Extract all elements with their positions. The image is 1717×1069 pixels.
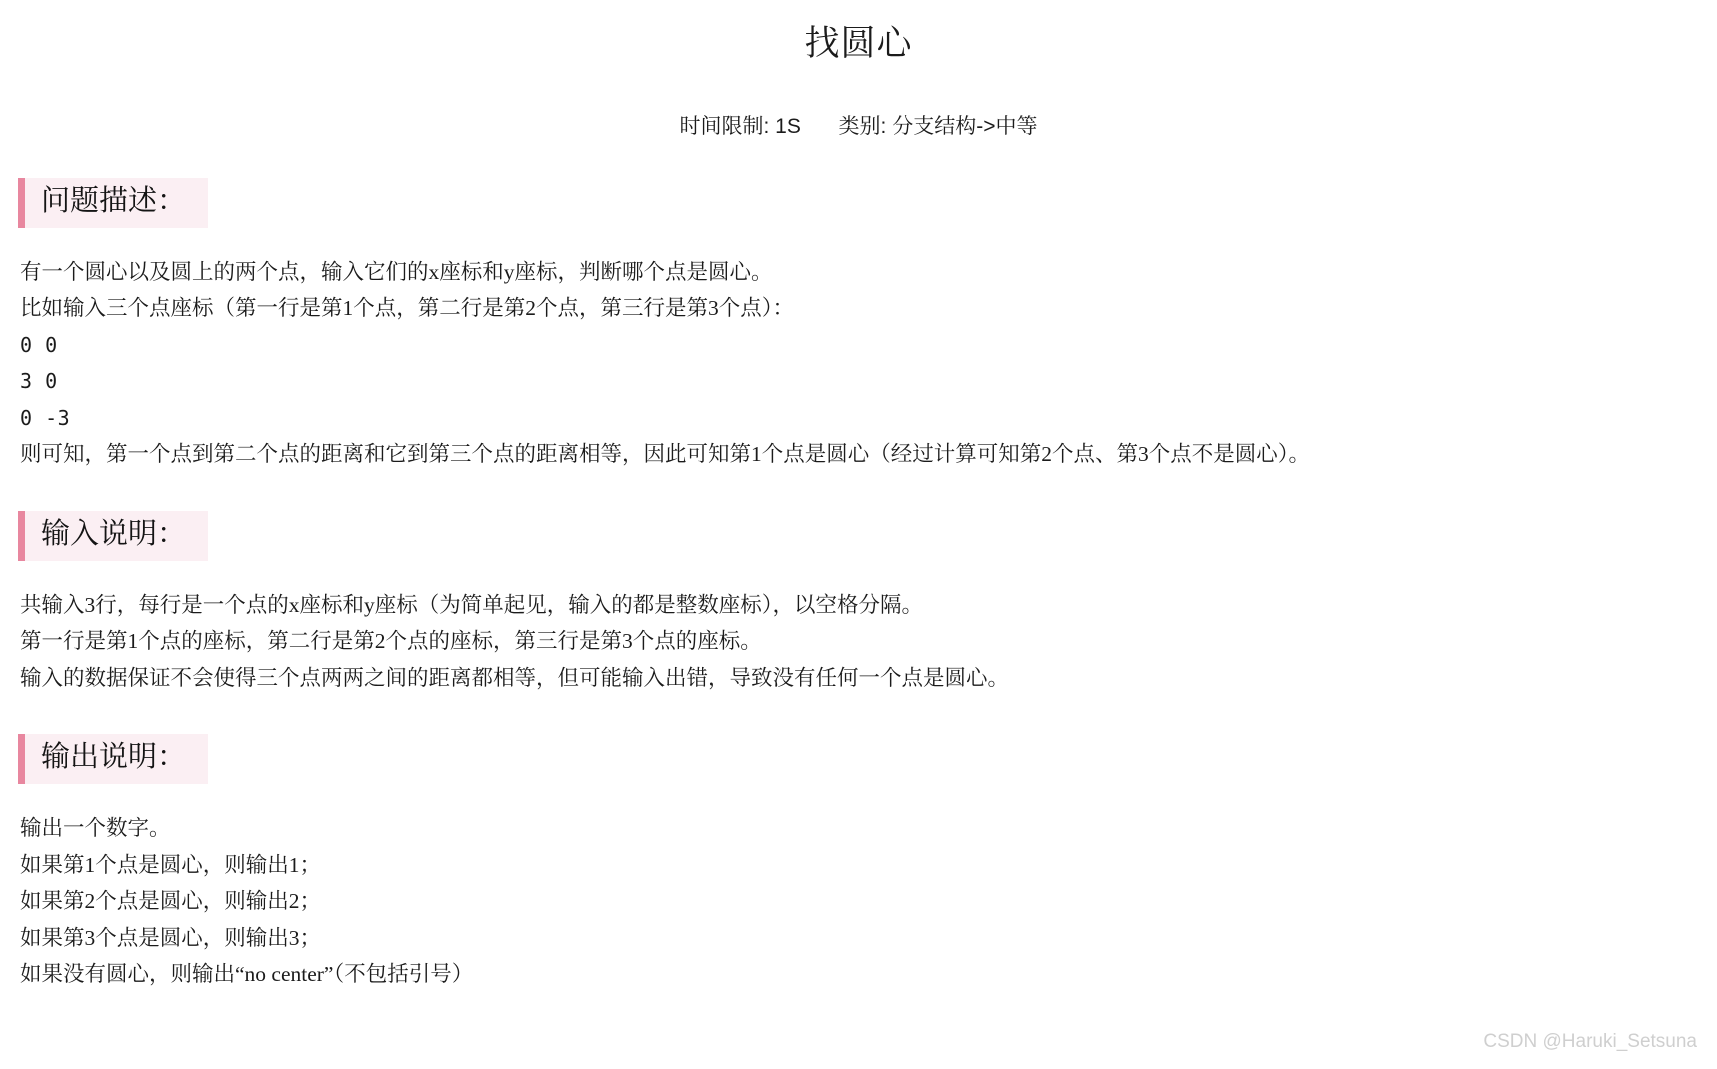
body-line: 输入的数据保证不会使得三个点两两之间的距离都相等，但可能输入出错，导致没有任何一个点是圆心。 <box>20 665 1010 690</box>
body-line: 如果第3个点是圆心，则输出3； <box>20 925 322 950</box>
section-body <box>20 587 1717 697</box>
body-line: 第一行是第1个点的座标，第二行是第2个点的座标，第三行是第3个点的座标。 <box>20 629 762 654</box>
watermark: CSDN @Haruki_Setsuna <box>1483 1031 1697 1052</box>
problem-page <box>0 16 1717 1052</box>
body-line: 有一个圆心以及圆上的两个点，输入它们的x座标和y座标，判断哪个点是圆心。 <box>20 259 773 284</box>
section-input-spec <box>0 473 1717 696</box>
section-body <box>20 810 1717 993</box>
section-body <box>20 254 1717 473</box>
section-heading: 输出说明： <box>18 734 208 784</box>
problem-meta <box>0 110 1717 140</box>
time-limit-label: 时间限制: 1S <box>679 115 801 138</box>
page-title: 找圆心 <box>804 24 913 63</box>
sample-input-line: 0 0 <box>20 332 58 357</box>
body-line-no-center: 如果没有圆心，则输出“no center”（不包括引号） <box>20 962 474 987</box>
body-line: 输出一个数字。 <box>20 816 171 841</box>
body-line: 如果第1个点是圆心，则输出1； <box>20 852 322 877</box>
section-output-spec <box>0 696 1717 992</box>
section-heading: 问题描述： <box>18 178 208 228</box>
body-line: 则可知，第一个点到第二个点的距离和它到第三个点的距离相等，因此可知第1个点是圆心（经过计算可知第2个点、第3个点不是圆心）。 <box>20 442 1311 467</box>
category-label: 类别: 分支结构->中等 <box>838 115 1038 138</box>
section-heading: 输入说明： <box>18 511 208 561</box>
body-line: 比如输入三个点座标（第一行是第1个点，第二行是第2个点，第三行是第3个点）： <box>20 296 795 321</box>
section-problem-description <box>0 140 1717 473</box>
body-line: 共输入3行，每行是一个点的x座标和y座标（为简单起见，输入的都是整数座标），以空格分隔。 <box>20 592 924 617</box>
body-line: 如果第2个点是圆心，则输出2； <box>20 889 322 914</box>
sample-input-line: 3 0 <box>20 369 58 394</box>
sample-input-line: 0 -3 <box>20 405 71 430</box>
